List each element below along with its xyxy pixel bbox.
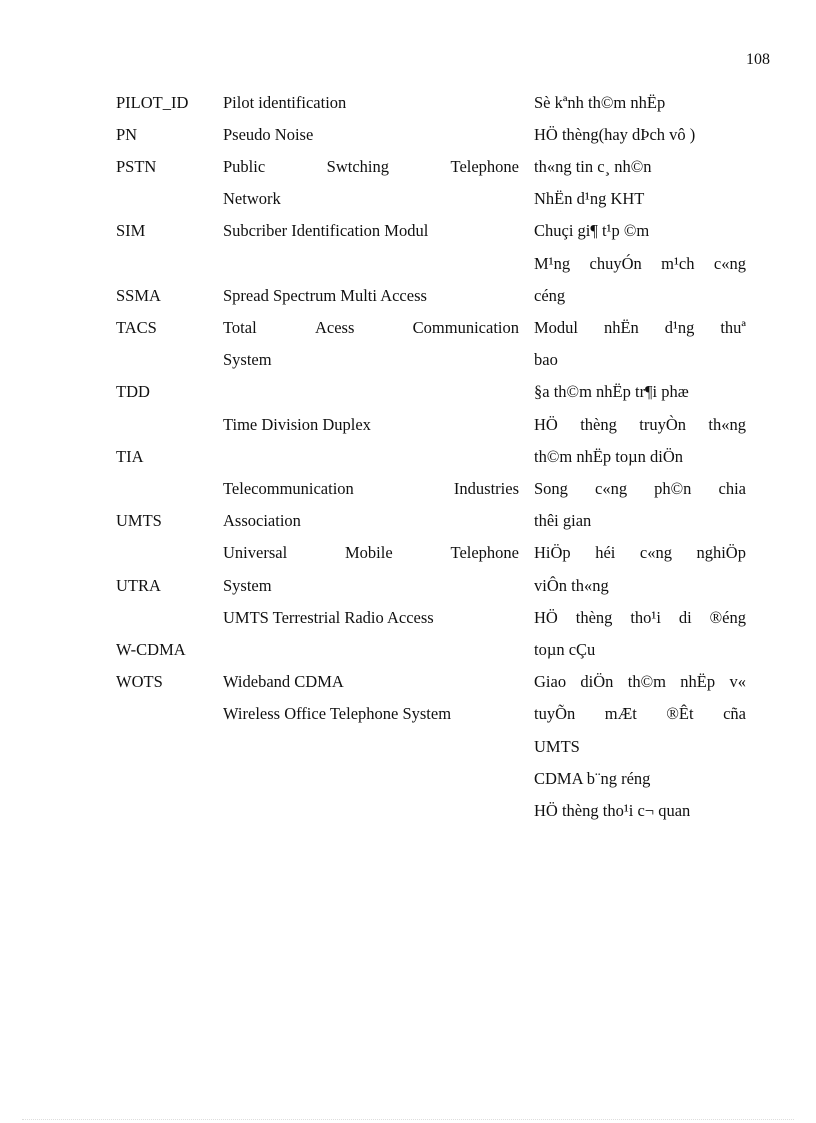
abbr-tacs: TACS (116, 318, 157, 337)
term-tia-line2: Association (223, 511, 301, 530)
word: Modul (534, 318, 579, 337)
word: tho¹i (630, 608, 661, 627)
vi-line-10: §a th©m nhËp tr¶i phæ (534, 382, 689, 401)
word: nghiÖp (696, 543, 746, 562)
word: c«ng (639, 543, 672, 562)
term-spread-spectrum: Spread Spectrum Multi Access (223, 286, 427, 305)
word: c«ng (713, 254, 746, 273)
term-tacs-line2: System (223, 350, 272, 369)
word: v« (729, 672, 746, 691)
vi-line-7: céng (534, 286, 566, 305)
abbr-tdd: TDD (116, 382, 150, 401)
term-pstn-line2: Network (223, 189, 281, 208)
word: di (678, 608, 692, 627)
word: HÖ (534, 415, 558, 434)
term-umts-line2: System (223, 576, 272, 595)
word: tuyÕn (534, 704, 576, 723)
word: thuª (720, 318, 746, 337)
vi-line-19 (534, 672, 746, 692)
term-utra: UMTS Terrestrial Radio Access (223, 608, 434, 627)
vi-line-18: toµn cÇu (534, 640, 596, 659)
word: chuyÓn (589, 254, 642, 273)
vi-line-11 (534, 415, 746, 435)
vi-line-17 (534, 608, 746, 628)
vi-line-22: CDMA b¨ng réng (534, 769, 651, 788)
term-tia-line1 (223, 479, 519, 499)
term-subcriber-identification: Subcriber Identification Modul (223, 221, 429, 240)
word: th«ng (708, 415, 746, 434)
word: Telephone (450, 543, 519, 562)
term-pilot-identification: Pilot identification (223, 93, 347, 112)
vi-line-20 (534, 704, 746, 724)
word: d¹ng (664, 318, 695, 337)
vi-line-3: th«ng tin c¸ nh©n (534, 157, 652, 176)
vi-line-5: Chuçi gi¶ t¹p ©m (534, 221, 650, 240)
footer-divider (22, 1119, 794, 1120)
word: thèng (580, 415, 617, 434)
word: Giao (534, 672, 567, 691)
word: Acess (314, 318, 355, 337)
vi-line-8 (534, 318, 746, 338)
abbr-sim: SIM (116, 221, 146, 240)
term-tacs-line1 (223, 318, 519, 338)
term-umts-line1 (223, 543, 519, 563)
word: HiÖp (534, 543, 571, 562)
vi-line-12: th©m nhËp toµn diÖn (534, 447, 683, 466)
vi-line-4: NhËn d¹ng KHT (534, 189, 645, 208)
word: mÆt (604, 704, 637, 723)
word: Mobile (345, 543, 393, 562)
word: c«ng (595, 479, 628, 498)
word: thèng (575, 608, 613, 627)
vi-line-16: viÔn th«ng (534, 576, 609, 595)
word: Song (534, 479, 568, 498)
abbr-umts: UMTS (116, 511, 162, 530)
word: M¹ng (534, 254, 571, 273)
abbr-wots: WOTS (116, 672, 163, 691)
term-time-division-duplex: Time Division Duplex (223, 415, 371, 434)
word: nhËn (603, 318, 639, 337)
abbr-utra: UTRA (116, 576, 161, 595)
abbr-pn: PN (116, 125, 138, 144)
word: ®éng (709, 608, 746, 627)
vi-line-21: UMTS (534, 737, 580, 756)
word: diÖn (580, 672, 614, 691)
vi-line-15 (534, 543, 746, 563)
word: Universal (223, 543, 288, 562)
word: Telephone (450, 157, 519, 176)
word: chia (718, 479, 746, 498)
term-pstn-line1 (223, 157, 519, 177)
word: ph©n (654, 479, 692, 498)
vi-line-1: Sè kªnh th©m nhËp (534, 93, 666, 112)
vi-line-2: HÖ thèng(hay dÞch vô ) (534, 125, 696, 144)
vi-line-6 (534, 254, 746, 274)
vi-line-14: thêi gian (534, 511, 592, 530)
term-wots: Wireless Office Telephone System (223, 704, 452, 723)
word: cña (723, 704, 746, 723)
word: m¹ch (661, 254, 695, 273)
term-pseudo-noise: Pseudo Noise (223, 125, 314, 144)
word: Communication (412, 318, 519, 337)
abbr-w-cdma: W-CDMA (116, 640, 186, 659)
vi-line-23: HÖ thèng tho¹i c¬ quan (534, 801, 691, 820)
word: ®Êt (666, 704, 694, 723)
word: th©m (627, 672, 666, 691)
term-wcdma: Wideband CDMA (223, 672, 344, 691)
word: HÖ (534, 608, 558, 627)
abbr-pstn: PSTN (116, 157, 157, 176)
word: Total (223, 318, 257, 337)
word: Industries (453, 479, 519, 498)
word: nhËp (680, 672, 716, 691)
vi-line-9: bao (534, 350, 558, 369)
word: Swtching (326, 157, 390, 176)
abbr-pilot-id: PILOT_ID (116, 93, 189, 112)
abbr-tia: TIA (116, 447, 144, 466)
page-number: 108 (746, 51, 770, 68)
vi-line-13 (534, 479, 746, 499)
abbr-ssma: SSMA (116, 286, 161, 305)
word: Telecommunication (223, 479, 354, 498)
word: truyÒn (639, 415, 687, 434)
word: Public (223, 157, 266, 176)
word: héi (595, 543, 616, 562)
